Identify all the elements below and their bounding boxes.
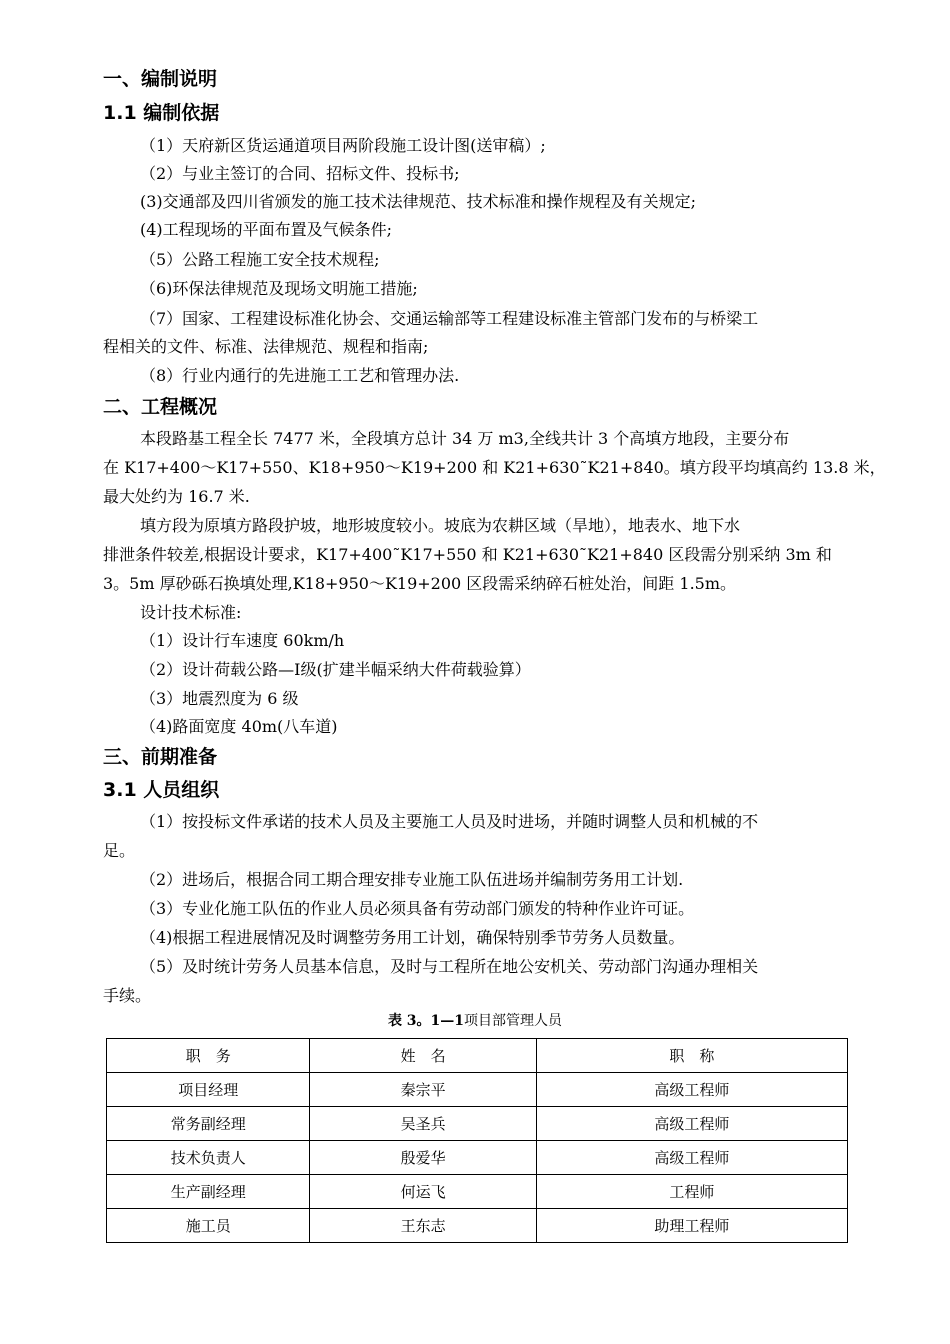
basis-item: （5）公路工程施工安全技术规程; bbox=[140, 250, 380, 269]
cell-position: 常务副经理 bbox=[107, 1107, 310, 1141]
design-standard-title: 设计技术标准: bbox=[140, 603, 242, 622]
staff-item: （3）专业化施工队伍的作业人员必须具备有劳动部门颁发的特种作业许可证。 bbox=[140, 899, 695, 918]
table-row bbox=[107, 1141, 848, 1175]
table-caption-number: 表 3。1—1 bbox=[387, 1013, 465, 1029]
cell-title: 高级工程师 bbox=[536, 1107, 847, 1141]
staff-item: （4)根据工程进展情况及时调整劳务用工计划，确保特别季节劳务人员数量。 bbox=[140, 928, 685, 947]
basis-item: (4)工程现场的平面布置及气候条件; bbox=[140, 220, 393, 239]
basis-item: （6)环保法律规范及现场文明施工措施; bbox=[140, 279, 418, 298]
cell-title: 工程师 bbox=[536, 1175, 847, 1209]
cell-position: 技术负责人 bbox=[107, 1141, 310, 1175]
overview-paragraph-line: 填方段为原填方路段护坡，地形坡度较小。坡底为农耕区域（旱地），地表水、地下水 bbox=[140, 516, 741, 535]
cell-name: 何运飞 bbox=[310, 1175, 536, 1209]
design-standard-item: （2）设计荷载公路—Ⅰ级(扩建半幅采纳大件荷载验算） bbox=[140, 660, 531, 679]
design-standard-item: （1）设计行车速度 60km/h bbox=[140, 631, 345, 650]
basis-item: (3)交通部及四川省颁发的施工技术法律规范、技术标准和操作规程及有关规定; bbox=[140, 192, 697, 211]
overview-paragraph-line: 本段路基工程全长 7477 米，全段填方总计 34 万 m3,全线共计 3 个高填方地段，主要分布 bbox=[140, 429, 790, 448]
cell-name: 王东志 bbox=[310, 1209, 536, 1243]
table-header-row bbox=[107, 1039, 848, 1073]
table-row bbox=[107, 1073, 848, 1107]
overview-paragraph-line: 3。5m 厚砂砾石换填处理,K18+950～K19+200 区段需采纳碎石桩处治，间距 1.5m。 bbox=[103, 574, 737, 593]
cell-name: 秦宗平 bbox=[310, 1073, 536, 1107]
overview-paragraph-line: 在 K17+400～K17+550、K18+950～K19+200 和 K21+630˜K21+840。填方段平均填高约 13.8 米， bbox=[103, 458, 886, 477]
table-row bbox=[107, 1107, 848, 1141]
basis-item-continued: 程相关的文件、标准、法律规范、规程和指南; bbox=[103, 337, 429, 356]
design-standard-item: （4)路面宽度 40m(八车道) bbox=[140, 717, 338, 736]
table-row bbox=[107, 1209, 848, 1243]
section-3-1-heading: 3.1 人员组织 bbox=[103, 779, 220, 801]
section-1-1-heading: 1.1 编制依据 bbox=[103, 102, 220, 124]
overview-paragraph-line: 最大处约为 16.7 米. bbox=[103, 487, 250, 506]
section-3-heading: 三、前期准备 bbox=[103, 746, 218, 768]
table-caption-title: 项目部管理人员 bbox=[464, 1013, 563, 1029]
cell-position: 生产副经理 bbox=[107, 1175, 310, 1209]
section-1-heading: 一、编制说明 bbox=[103, 68, 218, 90]
basis-item: （2）与业主签订的合同、招标文件、投标书; bbox=[140, 164, 460, 183]
overview-paragraph-line: 排泄条件较差,根据设计要求，K17+400˜K17+550 和 K21+630˜K21+840 区段需分别采纳 3m 和 bbox=[103, 545, 832, 564]
management-staff-table bbox=[106, 1038, 848, 1243]
staff-item: （1）按投标文件承诺的技术人员及主要施工人员及时进场，并随时调整人员和机械的不 bbox=[140, 812, 759, 831]
basis-item: （1）天府新区货运通道项目两阶段施工设计图(送审稿）; bbox=[140, 136, 546, 155]
table-row bbox=[107, 1175, 848, 1209]
staff-item: （5）及时统计劳务人员基本信息，及时与工程所在地公安机关、劳动部门沟通办理相关 bbox=[140, 957, 759, 976]
staff-item-continued: 足。 bbox=[103, 841, 136, 860]
staff-item-continued: 手续。 bbox=[103, 986, 152, 1005]
design-standard-item: （3）地震烈度为 6 级 bbox=[140, 689, 299, 708]
section-2-heading: 二、工程概况 bbox=[103, 396, 218, 418]
cell-title: 高级工程师 bbox=[536, 1141, 847, 1175]
header-position: 职 务 bbox=[107, 1039, 310, 1073]
cell-title: 助理工程师 bbox=[536, 1209, 847, 1243]
cell-name: 殷爱华 bbox=[310, 1141, 536, 1175]
cell-position: 项目经理 bbox=[107, 1073, 310, 1107]
header-name: 姓 名 bbox=[310, 1039, 536, 1073]
table-caption bbox=[0, 1010, 950, 1032]
cell-name: 吴圣兵 bbox=[310, 1107, 536, 1141]
staff-item: （2）进场后，根据合同工期合理安排专业施工队伍进场并编制劳务用工计划. bbox=[140, 870, 684, 889]
basis-item: （7）国家、工程建设标准化协会、交通运输部等工程建设标准主管部门发布的与桥梁工 bbox=[140, 309, 759, 328]
basis-item: （8）行业内通行的先进施工工艺和管理办法. bbox=[140, 366, 460, 385]
cell-position: 施工员 bbox=[107, 1209, 310, 1243]
cell-title: 高级工程师 bbox=[536, 1073, 847, 1107]
header-title: 职 称 bbox=[536, 1039, 847, 1073]
